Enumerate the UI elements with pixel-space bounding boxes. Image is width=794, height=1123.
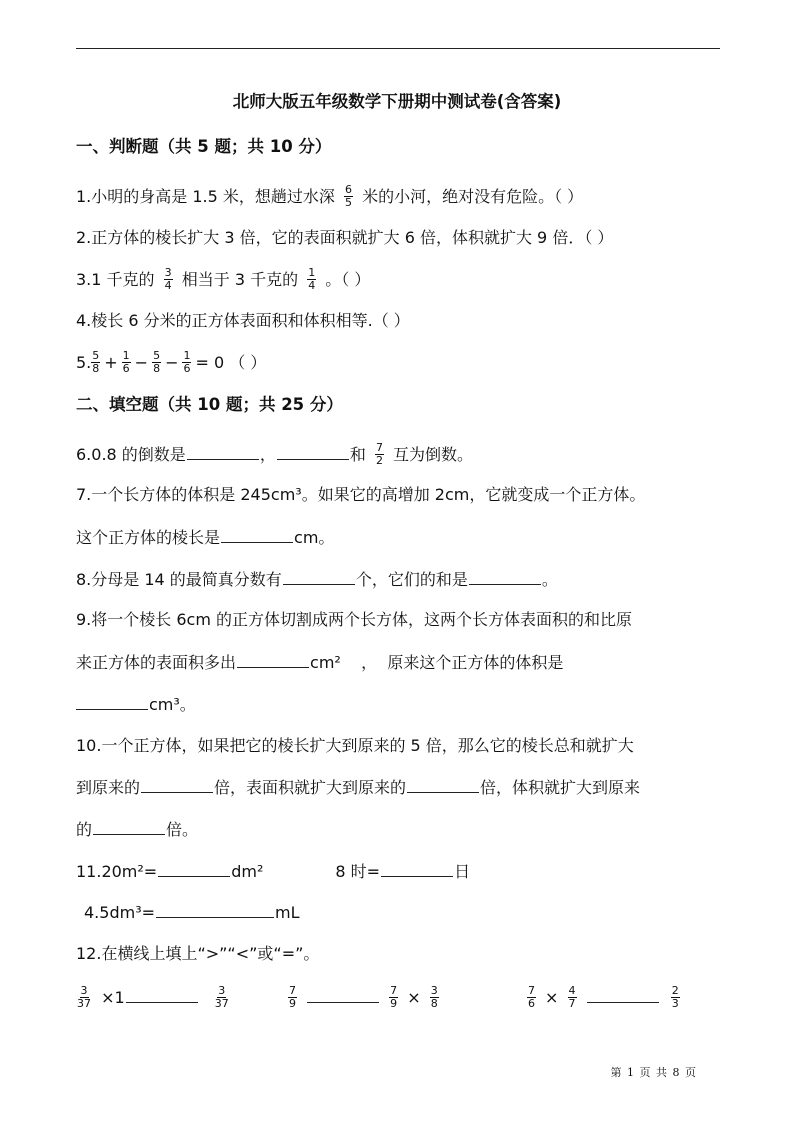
- question-5: 5. $\frac{5}{8}$ + $\frac{1}{6}$ − $\frac{5}{8}$ − $\frac{1}{6}$ = 0 （ ）: [76, 349, 267, 375]
- fraction: $\frac{1}{4}$: [308, 266, 316, 292]
- answer-blank[interactable]: [141, 777, 213, 793]
- question-10-line-2: 到原来的 倍，表面积就扩大到原来的 倍，体积就扩大到原来: [76, 778, 641, 797]
- question-10-line-3: 的 倍。: [76, 820, 199, 839]
- question-2: 2.正方体的棱长扩大 3 倍，它的表面积就扩大 6 倍，体积就扩大 9 倍．（ ）: [76, 228, 614, 247]
- question-4: 4.棱长 6 分米的正方体表面积和体积相等.（ ）: [76, 311, 410, 330]
- answer-blank[interactable]: [156, 902, 274, 918]
- question-8: 8.分母是 14 的最简真分数有 个，它们的和是 。: [76, 570, 558, 589]
- answer-blank[interactable]: [187, 444, 259, 460]
- question-3: 3.1 千克的 $\frac{3}{4}$ 相当于 3 千克的 $\frac{1}{4}$ 。（ ）: [76, 266, 371, 292]
- question-9-line-1: 9.将一个棱长 6cm 的正方体切割成两个长方体，这两个长方体表面积的和比原: [76, 610, 633, 629]
- fraction: $\frac{3}{4}$: [164, 266, 172, 292]
- question-6: 6.0.8 的倒数是 ， 和 $\frac{7}{2}$ 互为倒数。: [76, 441, 474, 467]
- fraction: $\frac{3}{37}$: [214, 984, 229, 1010]
- comparison-1: $\frac{3}{37}$ ×1 $\frac{3}{37}$: [77, 984, 229, 1010]
- answer-blank[interactable]: [221, 527, 293, 543]
- question-10-line-1: 10.一个正方体，如果把它的棱长扩大到原来的 5 倍，那么它的棱长总和就扩大: [76, 736, 634, 755]
- answer-blank[interactable]: [407, 777, 479, 793]
- fraction: $\frac{7}{6}$: [527, 984, 535, 1010]
- question-7-line-2: 这个正方体的棱长是 cm。: [76, 528, 335, 547]
- answer-blank[interactable]: [469, 569, 541, 585]
- fraction: $\frac{4}{7}$: [568, 984, 576, 1010]
- answer-blank[interactable]: [158, 861, 230, 877]
- answer-blank[interactable]: [587, 987, 659, 1003]
- fraction: $\frac{1}{6}$: [122, 349, 130, 375]
- answer-blank[interactable]: [381, 861, 453, 877]
- fraction: $\frac{1}{6}$: [183, 349, 191, 375]
- answer-blank[interactable]: [277, 444, 349, 460]
- fraction: $\frac{3}{37}$: [77, 984, 91, 1010]
- section-heading-fill-blank: 二、填空题（共 10 题；共 25 分）: [76, 395, 343, 414]
- fraction: $\frac{3}{8}$: [430, 984, 438, 1010]
- answer-blank[interactable]: [76, 694, 148, 710]
- fraction: $\frac{6}{5}$: [344, 183, 352, 209]
- comparison-3: $\frac{7}{6}$ × $\frac{4}{7}$ $\frac{2}{3}$: [527, 984, 679, 1010]
- fraction: $\frac{5}{8}$: [92, 349, 100, 375]
- question-11-line-2: 4.5dm³= mL: [84, 903, 300, 922]
- answer-blank[interactable]: [237, 652, 309, 668]
- fraction: $\frac{5}{8}$: [153, 349, 161, 375]
- answer-blank[interactable]: [283, 569, 355, 585]
- fraction: $\frac{7}{2}$: [375, 441, 383, 467]
- question-9-line-3: cm³。: [76, 694, 196, 715]
- question-9-line-2: 来正方体的表面积多出 cm² ， 原来这个正方体的体积是: [76, 653, 564, 672]
- question-12-comparisons: [76, 986, 684, 1016]
- comparison-2: $\frac{7}{9}$ $\frac{7}{9}$ × $\frac{3}{8}$: [288, 984, 438, 1010]
- fraction: $\frac{7}{9}$: [288, 984, 296, 1010]
- page-number-footer: 第 1 页 共 8 页: [610, 1066, 697, 1079]
- document-title: 北师大版五年级数学下册期中测试卷(含答案): [232, 92, 562, 111]
- header-rule: [76, 48, 720, 49]
- question-11-line-1: 11.20m²= dm² 8 时= 日: [76, 862, 471, 881]
- question-7-line-1: 7.一个长方体的体积是 245cm³。如果它的高增加 2cm，它就变成一个正方体。: [76, 485, 646, 504]
- section-heading-judgement: 一、判断题（共 5 题；共 10 分）: [76, 137, 332, 156]
- answer-blank[interactable]: [307, 987, 379, 1003]
- answer-blank[interactable]: [126, 987, 198, 1003]
- fraction: $\frac{2}{3}$: [671, 984, 679, 1010]
- question-12: 12.在横线上填上“>”“<”或“=”。: [76, 944, 320, 963]
- answer-blank[interactable]: [93, 819, 165, 835]
- question-1: 1.小明的身高是 1.5 米，想趟过水深 $\frac{6}{5}$ 米的小河，绝对没有危险。（ ）: [76, 183, 584, 209]
- fraction: $\frac{7}{9}$: [390, 984, 398, 1010]
